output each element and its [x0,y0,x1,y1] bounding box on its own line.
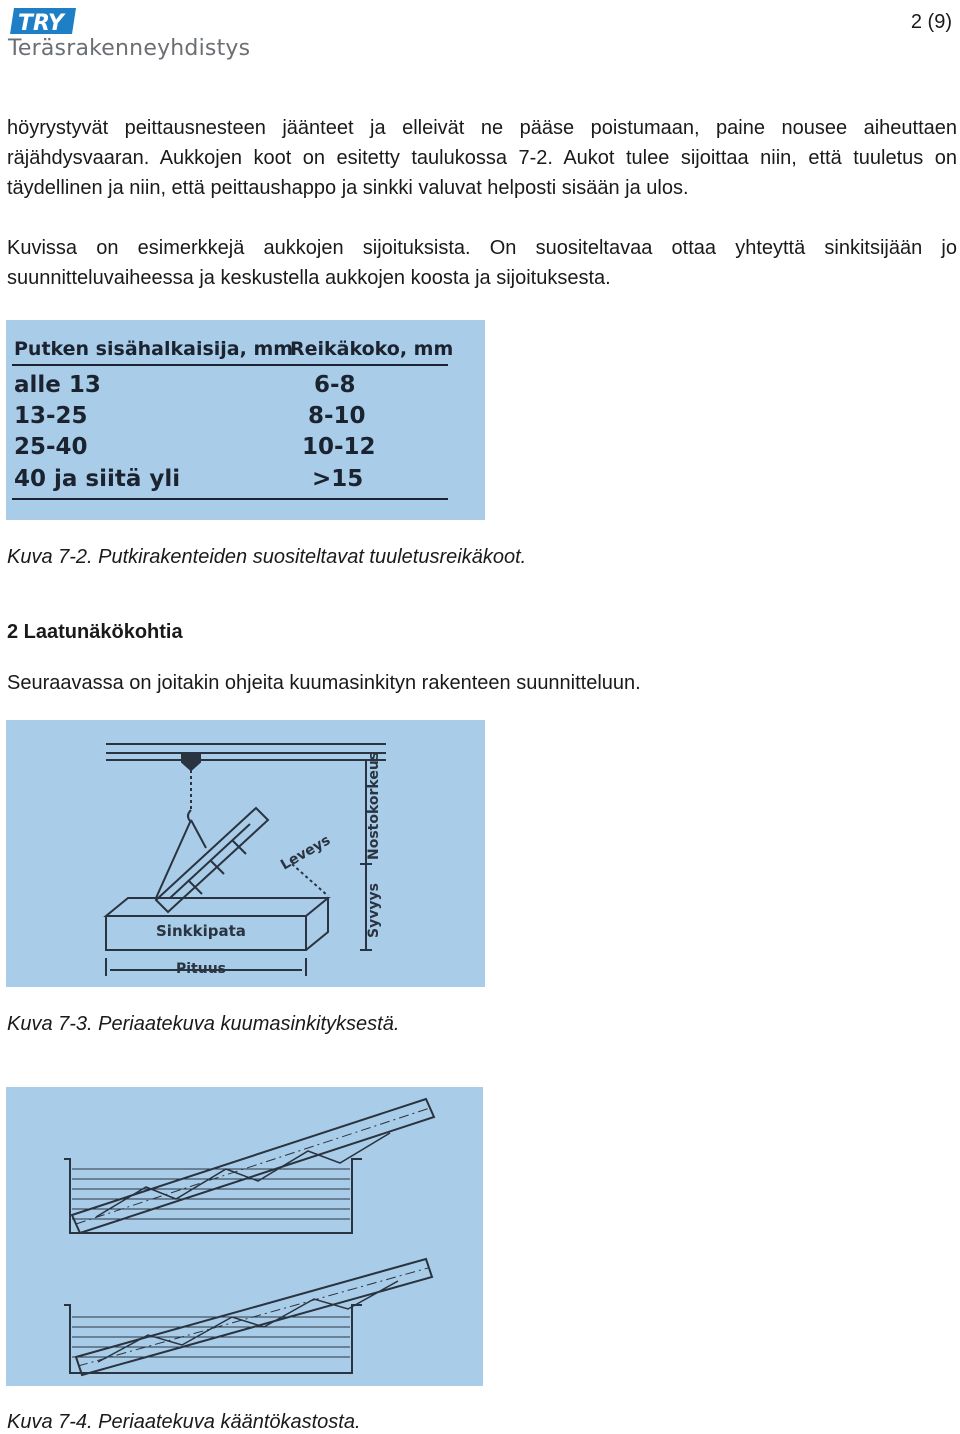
hoist-trolley [182,753,200,770]
table-header-rule [12,364,448,366]
hot-dip-galvanizing-diagram [6,720,485,987]
lift-height-label: Nostokorkeus [366,751,382,860]
bath-label: Sinkkipata [156,922,246,940]
length-label: Pituus [176,961,227,977]
table-cell-diameter: 13-25 [14,403,88,429]
try-logo-mark [10,6,78,36]
table-cell-hole: 8-10 [308,403,366,429]
liquid-lines-lower [72,1317,350,1357]
figure-7-3-caption: Kuva 7-3. Periaatekuva kuumasinkityksestä. [7,1013,400,1035]
figure-7-2-caption: Kuva 7-2. Putkirakenteiden suositeltavat tuuletusreikäkoot. [7,546,527,568]
sling [191,820,206,848]
table-header-inner-diameter: Putken sisähalkaisija, mm [14,338,294,360]
table-cell-hole: >15 [312,466,364,492]
figure-7-3-illustration [6,720,485,987]
figure-7-2-table [6,320,485,520]
width-label: Leveys [278,832,334,874]
table-cell-hole: 6-8 [314,372,356,398]
table-header-hole-size: Reikäkoko, mm [290,338,454,360]
body-paragraph-2: Kuvissa on esimerkkejä aukkojen sijoituksista. On suositeltavaa ottaa yhteyttä sinkitsijään jo suunnitteluvaiheessa ja keskustella aukkojen koosta ja sijoituksesta. [7,237,957,289]
logo-text: TRY [18,11,64,36]
tube-centerline-upper [76,1108,430,1224]
table-cell-hole: 10-12 [302,434,376,460]
liquid-lines-upper [72,1169,350,1219]
table-cell-diameter: alle 13 [14,372,101,398]
figure-7-4-caption: Kuva 7-4. Periaatekuva kääntökastosta. [7,1411,361,1433]
tilted-dipping-diagram [6,1087,483,1386]
logo-subtitle: Teräsrakenneyhdistys [8,36,251,61]
tank-upper [64,1159,362,1233]
body-paragraph-1: höyrystyvät peittausnesteen jäänteet ja elleivät ne pääse poistumaan, paine nousee aiheuttaen räjähdysvaaran. Aukkojen koot on esitetty taulukossa 7-2. Aukot tulee sijoittaa niin, että tuuletus on täydellinen ja niin, että peittaushappo ja sinkki valuvat helposti sisään ja ulos. [7,117,957,199]
body-paragraph-3: Seuraavassa on joitakin ohjeita kuumasinkityn rakenteen suunnitteluun. [7,672,641,694]
width-dim-line [292,864,328,896]
depth-label: Syvyys [366,883,382,938]
sling [156,820,191,898]
table-cell-diameter: 40 ja siitä yli [14,466,181,492]
table-bottom-rule [12,498,448,500]
zinc-bath-top [106,898,328,916]
figure-7-4-illustration [6,1087,483,1386]
table-cell-diameter: 25-40 [14,434,88,460]
page-number: 2 (9) [910,11,952,33]
section-heading: 2 Laatunäkökohtia [7,621,183,643]
